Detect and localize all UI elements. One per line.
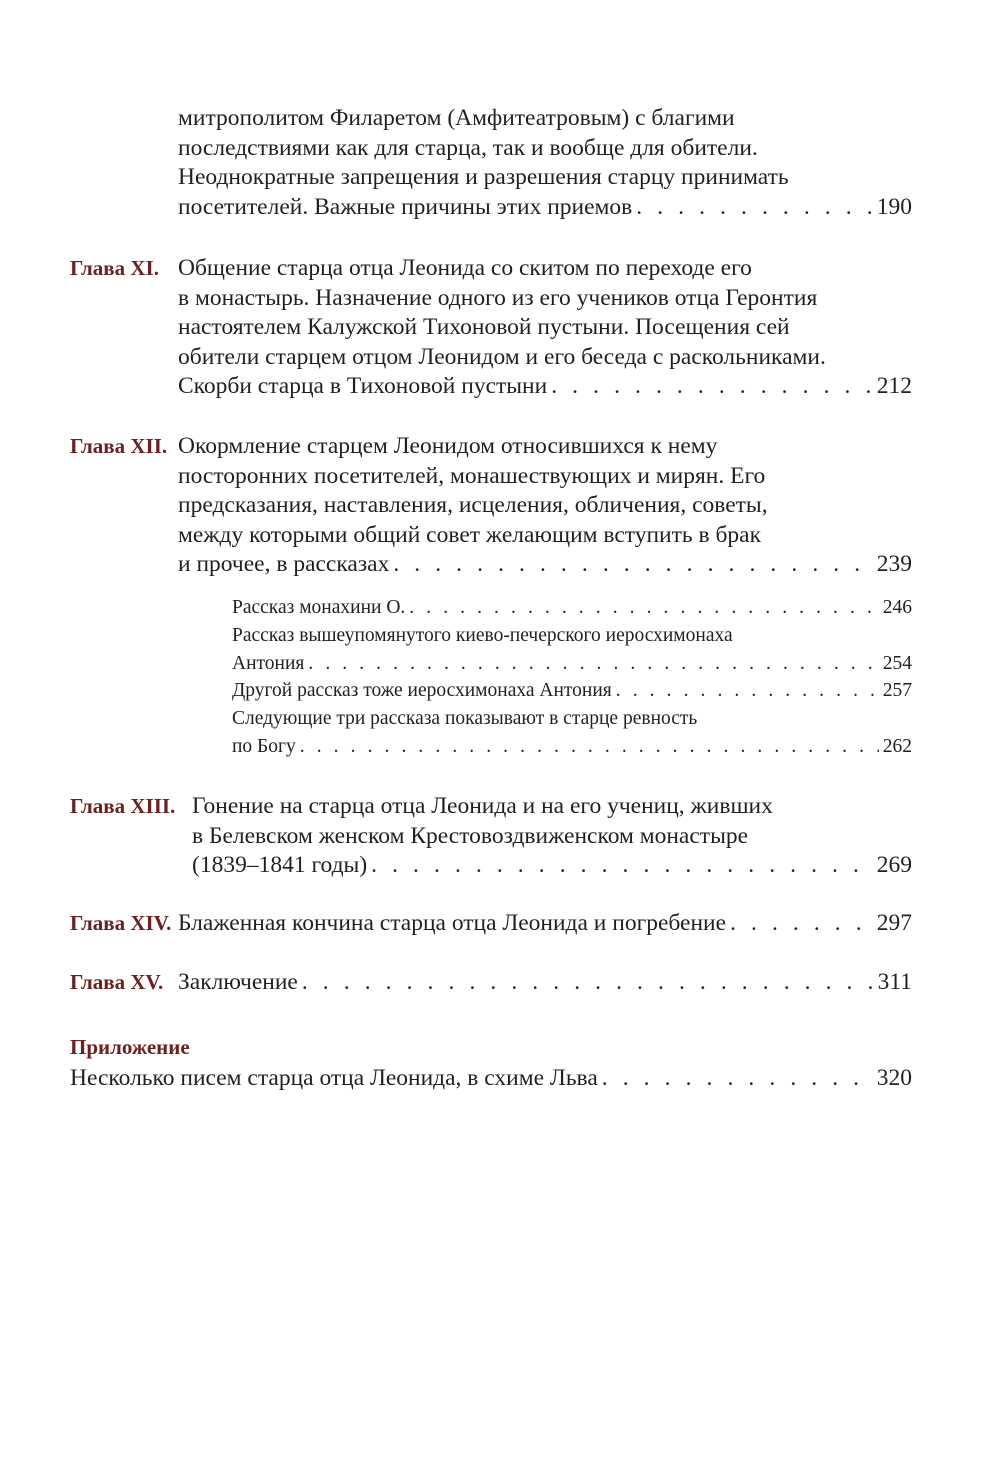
- toc-entry-chapter-13[interactable]: [70, 792, 912, 881]
- dot-leader: [371, 851, 873, 881]
- toc-subentry[interactable]: [232, 594, 912, 622]
- entry-line: в Белевском женском Крестовоздвиженском монастыре: [192, 822, 749, 849]
- entry-line: Гонение на старца отца Леонида и на его учениц, живших: [192, 793, 773, 819]
- page-number: 269: [876, 852, 912, 878]
- chapter-label: Глава XI.: [70, 256, 159, 280]
- entry-line: предсказания, наставления, исцеления, обличения, советы,: [178, 492, 768, 518]
- toc-entry-continuation: [70, 104, 912, 222]
- entry-line: Неоднократные запрещения и разрешения старцу принимать: [178, 164, 789, 190]
- toc-subentry[interactable]: [232, 622, 912, 677]
- entry-line: посетителей. Важные причины этих приемов: [178, 193, 633, 220]
- appendix-heading: Приложение: [70, 1035, 190, 1059]
- chapter-label: Глава XII.: [70, 434, 168, 458]
- dot-leader: [300, 733, 879, 761]
- entry-line: Антония: [232, 652, 305, 674]
- dot-leader: [551, 372, 873, 402]
- page-number: 246: [882, 597, 912, 618]
- toc-entry-chapter-15[interactable]: [70, 968, 912, 998]
- chapter-label: Глава XIV.: [70, 911, 172, 935]
- page-number: 320: [876, 1065, 912, 1091]
- page-number: 257: [882, 680, 912, 701]
- entry-line: Общение старца отца Леонида со скитом по переходе его: [178, 255, 752, 281]
- entry-line: посторонних посетителей, монашествующих и мирян. Его: [178, 462, 766, 489]
- entry-line: Блаженная кончина старца отца Леонида и погребение: [178, 910, 727, 936]
- page-number: 262: [882, 735, 912, 757]
- chapter-label: Глава XIII.: [70, 794, 176, 818]
- page-number: 239: [876, 551, 912, 577]
- dot-leader: [409, 594, 878, 622]
- entry-line: (1839–1841 годы): [192, 852, 368, 878]
- toc-subentry[interactable]: [232, 705, 912, 760]
- toc-entry-chapter-12[interactable]: [70, 432, 912, 580]
- entry-line: по Богу: [232, 735, 296, 757]
- dot-leader: [308, 650, 878, 678]
- toc-entry-chapter-11[interactable]: [70, 254, 912, 402]
- toc-entry-chapter-14[interactable]: [70, 909, 912, 939]
- page-number: 297: [876, 910, 912, 936]
- toc-entry-appendix[interactable]: [70, 1064, 912, 1094]
- entry-line: Следующие три рассказа показывают в старце ревность: [232, 708, 698, 729]
- entry-line: Скорби старца в Тихоновой пустыни: [178, 373, 548, 399]
- page-number: 311: [877, 969, 912, 995]
- entry-line: обители старцем отцом Леонидом и его беседа с раскольниками.: [178, 343, 826, 370]
- entry-line: и прочее, в рассказах: [178, 551, 390, 577]
- dot-leader: [616, 677, 879, 705]
- entry-line: между которыми общий совет желающим вступить в брак: [178, 521, 762, 548]
- entry-line: Другой рассказ тоже иеросхимонаха Антония: [232, 680, 612, 701]
- entry-line: митрополитом Филаретом (Амфитеатровым) с благими: [178, 105, 735, 131]
- page-number: 190: [876, 193, 912, 220]
- page-number: 254: [882, 652, 912, 674]
- dot-leader: [602, 1064, 873, 1094]
- toc-subentry[interactable]: [232, 677, 912, 705]
- dot-leader: [636, 193, 873, 223]
- entry-line: в монастырь. Назначение одного из его учеников отца Геронтия: [178, 284, 818, 311]
- entry-line: Несколько писем старца отца Леонида, в схиме Льва: [70, 1065, 598, 1091]
- dot-leader: [302, 968, 874, 998]
- entry-line: Заключение: [178, 969, 298, 995]
- chapter-label: Глава XV.: [70, 970, 164, 994]
- entry-line: Окормление старцем Леонидом относившихся к нему: [178, 433, 718, 459]
- entry-line: Рассказ вышеупомянутого киево-печерского иеросхимонаха: [232, 625, 733, 646]
- dot-leader: [393, 550, 872, 580]
- entry-line: Рассказ монахини О.: [232, 597, 406, 618]
- entry-line: настоятелем Калужской Тихоновой пустыни. Посещения сей: [178, 314, 790, 340]
- dot-leader: [730, 909, 873, 939]
- entry-line: последствиями как для старца, так и вообще для обители.: [178, 134, 758, 161]
- page-number: 212: [876, 373, 912, 399]
